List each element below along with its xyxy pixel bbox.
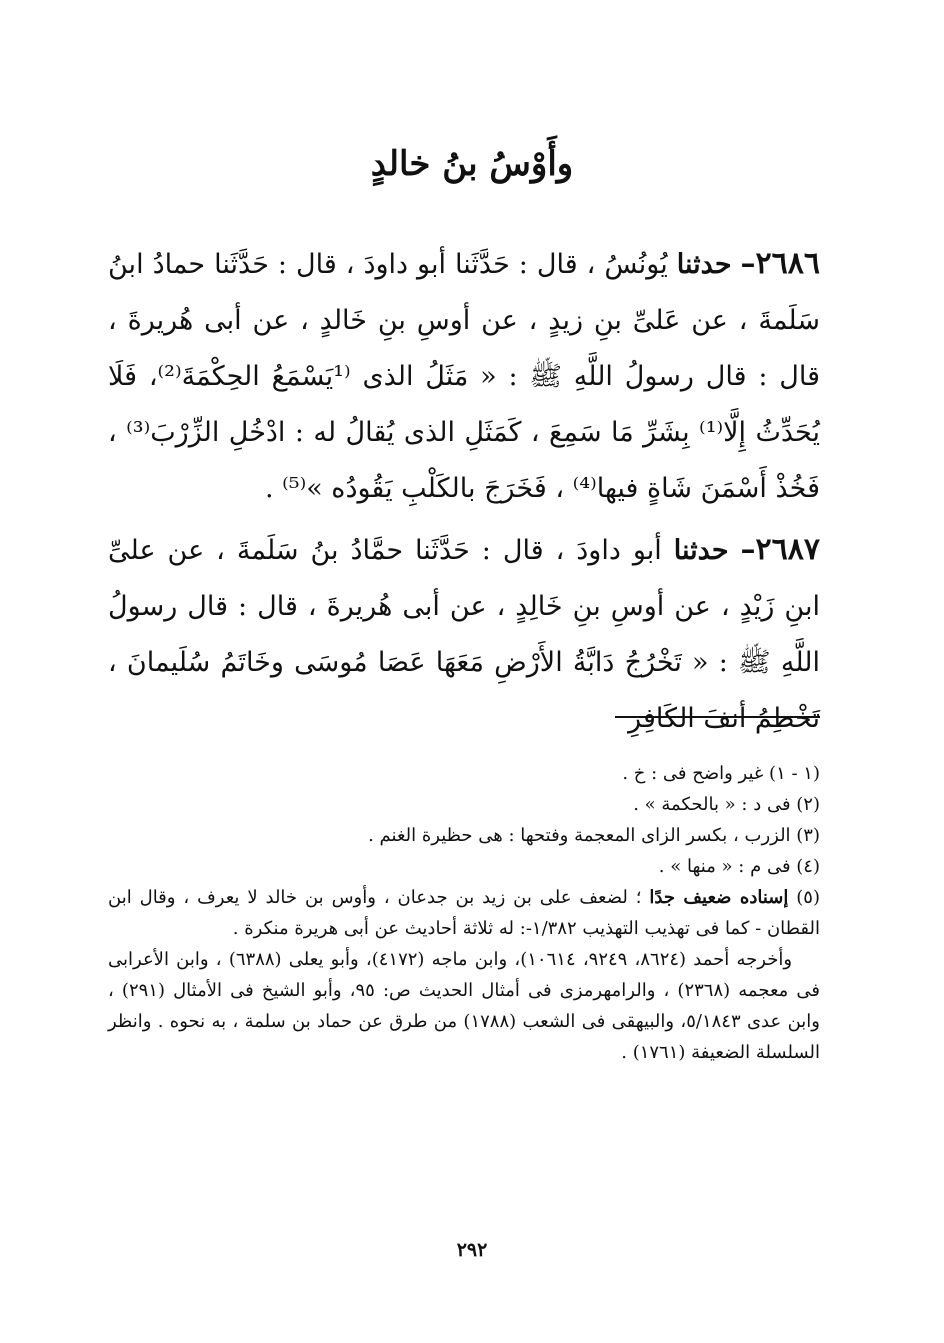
- footnote-separator: [615, 716, 820, 718]
- hadith-number: ٢٦٨٧–: [740, 532, 820, 567]
- footnote-5-takhrij: وأخرجه أحمد (٨٦٢٤، ٩٢٤٩، ١٠٦١٤)، وابن ماجه (٤١٧٢)، وأبو يعلى (٦٣٨٨) ، وابن الأعرابى فى معجمه (٢٣٦٨) ، والرامهرمزى فى أمثال الحديث ص: ٩٥، وأبو الشيخ فى الأمثال (٢٩١) ، وابن عدى ٥/١٨٤٣، والبيهقى فى الشعب (١٧٨٨) من طرق عن حماد بن سلمة ، به نحوه . وانظر السلسلة الضعيفة (١٧٦١) .: [108, 949, 820, 1063]
- page-number: ٢٩٢: [456, 1239, 488, 1261]
- footnotes: [108, 758, 820, 1068]
- footnote-2: (٢) فى د : « بالحكمة » .: [633, 794, 820, 815]
- hadith-opener: حدثنا: [673, 535, 729, 566]
- hadith-number: ٢٦٨٦–: [740, 246, 820, 281]
- hadith-2686: [108, 236, 820, 517]
- hadith-2687: [108, 522, 820, 747]
- footnote-5-prefix: (٥): [788, 887, 820, 908]
- hadith-opener: حدثنا: [676, 249, 732, 280]
- hadith-text: يُونُسُ ، قال : حَدَّثَنا أبو داودَ ، قال : حَدَّثَنا حمادُ ابنُ سَلَمةَ ، عن عَلىِّ بنِ زيدٍ ، عن أوسِ بنِ خَالدٍ ، عن أبى هُريرةَ ، قال : قال رسولُ اللَّهِ ﷺ : « مَثَلُ الذى ⁽¹يَسْمَعُ الحِكْمَةَ⁽²⁾، فَلَا يُحَدِّثُ إِلَّا⁽¹⁾ بِشَرِّ مَا سَمِعَ ، كَمَثَلِ الذى يُقالُ له : ادْخُلِ الزِّرْبَ⁽³⁾ ، فَخُذْ أَسْمَنَ شَاةٍ فيها⁽⁴⁾ ، فَخَرَجَ بالكَلْبِ يَقُودُه »⁽⁵⁾ .: [108, 249, 821, 504]
- chapter-title: وأَوْسُ بنُ خالدٍ: [370, 144, 574, 184]
- footnote-5-text: ؛ لضعف على بن زيد بن جدعان ، وأوس بن خالد لا يعرف ، وقال ابن القطان - كما فى تهذيب التهذيب ١/٣٨٢-: له ثلاثة أحاديث عن أبى هريرة منكرة .: [108, 887, 820, 939]
- footnote-4: (٤) فى م : « منها » .: [658, 856, 820, 877]
- hadith-text: أبو داودَ ، قال : حَدَّثَنا حمَّادُ بنُ سَلَمةَ ، عن علىِّ ابنِ زَيْدٍ ، عن أوسِ بنِ خَالِدٍ ، عن أبى هُريرةَ ، قال : قال رسولُ اللَّهِ ﷺ : « تَخْرُجُ دَابَّةُ الأَرْضِ مَعَهَا عَصَا مُوسَى وخَاتَمُ سُلَيمانَ ، تَخْطِمُ أنفَ الكَافِرِ: [108, 535, 820, 734]
- footnote-1: (١ - ١) غير واضح فى : خ .: [622, 763, 820, 784]
- footnote-5: [108, 882, 820, 944]
- footnote-3: (٣) الزرب ، بكسر الزاى المعجمة وفتحها : هى حظيرة الغنم .: [368, 825, 820, 846]
- footnote-5-grading: إسناده ضعيف جدًا: [649, 887, 789, 908]
